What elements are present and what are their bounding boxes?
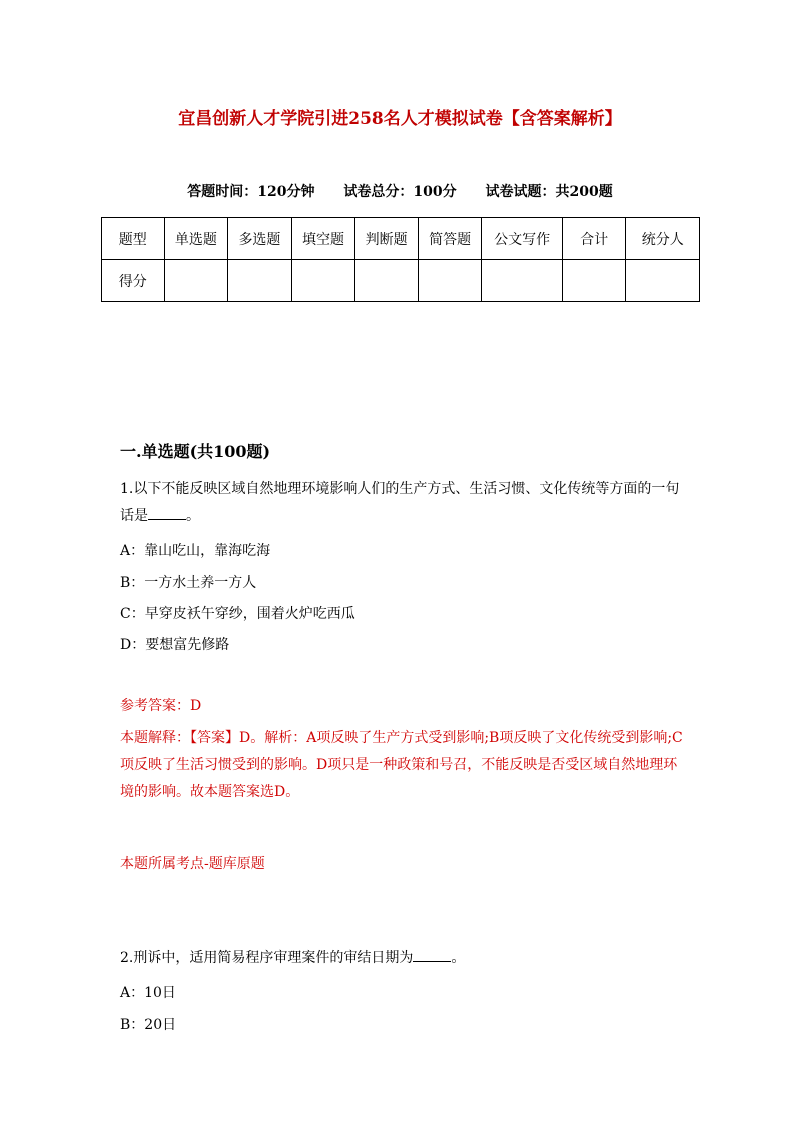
header-cell: 简答题: [418, 218, 482, 260]
answer-blank: [148, 507, 186, 520]
row-label: 得分: [102, 260, 165, 302]
header-cell: 填空题: [291, 218, 355, 260]
header-cell: 题型: [102, 218, 165, 260]
exam-time: 答题时间：120分钟: [187, 184, 315, 200]
score-cell: [626, 260, 700, 302]
header-cell: 统分人: [626, 218, 700, 260]
q1-explanation: 本题解释：【答案】D。解析：A项反映了生产方式受到影响;B项反映了文化传统受到影响;C项反映了生活习惯受到的影响。D项只是一种政策和号召，不能反映是否受区域自然地理环境的影响。故本题答案选D。: [120, 730, 683, 800]
score-cell: [562, 260, 626, 302]
score-cell: [164, 260, 228, 302]
header-cell: 单选题: [164, 218, 228, 260]
score-table: [101, 217, 700, 302]
question-1: [120, 476, 690, 530]
q1-source: 本题所属考点-题库原题: [120, 856, 265, 872]
question-2: [120, 945, 690, 972]
question-1-end: 。: [186, 508, 200, 524]
exam-meta: [0, 181, 800, 201]
score-cell: [355, 260, 419, 302]
score-table-header-row: [102, 218, 700, 260]
header-cell: 合计: [562, 218, 626, 260]
score-cell: [418, 260, 482, 302]
q1-option-a: A：靠山吃山，靠海吃海: [120, 543, 271, 559]
answer-blank: [413, 949, 451, 962]
q1-option-d: D：要想富先修路: [120, 637, 230, 653]
score-cell: [228, 260, 292, 302]
q2-option-a: A：10日: [120, 985, 176, 1001]
header-cell: 判断题: [355, 218, 419, 260]
question-2-text: 2.刑诉中，适用简易程序审理案件的审结日期为: [120, 950, 414, 966]
header-cell: 多选题: [228, 218, 292, 260]
score-cell: [291, 260, 355, 302]
exam-count: 试卷试题：共200题: [485, 184, 613, 200]
q1-option-c: C：早穿皮袄午穿纱，围着火炉吃西瓜: [120, 606, 355, 622]
header-cell: 公文写作: [482, 218, 562, 260]
score-table-score-row: [102, 260, 700, 302]
q1-option-b: B：一方水土养一方人: [120, 575, 257, 591]
section-heading: 一.单选题(共100题): [120, 442, 271, 461]
exam-total: 试卷总分：100分: [343, 184, 457, 200]
question-2-end: 。: [451, 950, 466, 966]
document-title: 宜昌创新人才学院引进258名人才模拟试卷【含答案解析】: [178, 109, 622, 129]
question-1-text: 1.以下不能反映区域自然地理环境影响人们的生产方式、生活习惯、文化传统等方面的一句话是: [120, 481, 680, 524]
score-cell: [482, 260, 562, 302]
q2-option-b: B：20日: [120, 1017, 177, 1033]
q1-answer: 参考答案：D: [120, 698, 202, 714]
